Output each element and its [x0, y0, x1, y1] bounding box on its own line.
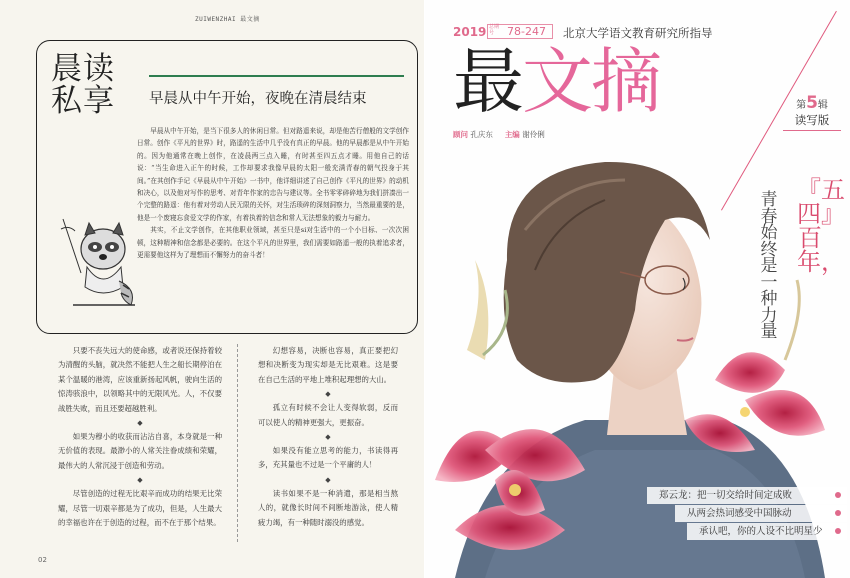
quote-paragraph: 幻想容易，决断也容易，真正要把幻想和决断变为现实却是无比艰难。这是要在自己生活的平地上堆积起理想的大山。	[258, 346, 398, 384]
intro-text	[137, 125, 409, 261]
bullet-icon	[835, 510, 841, 516]
cover-line-text: 承认吧，你的人设不比明星少	[699, 526, 823, 537]
intro-box	[36, 40, 418, 334]
editor-label: 主编	[504, 130, 520, 139]
diamond-icon: ◆	[137, 419, 143, 428]
title-char: 摘	[591, 40, 661, 123]
raccoon-illustration	[57, 201, 143, 311]
advisor-name: 孔庆东	[470, 130, 493, 139]
column-divider	[237, 344, 238, 542]
advisor-label: 顾问	[453, 130, 468, 139]
magazine-cover	[425, 0, 850, 578]
diamond-icon: ◆	[325, 433, 331, 442]
edition-name: 读写版	[794, 113, 830, 127]
issue-label: 总期号	[489, 24, 500, 36]
diamond-icon: ◆	[137, 476, 143, 485]
magazine-title	[453, 40, 661, 123]
intro-paragraph: 其实，不止文学创作，在其他职业领域，甚至只是si对生活中的一个小目标、一次次困顿，这种精神和信念都是必要的。在这个平凡的世界里，我们需要如路遥一般的执着追求者，更需要他这样为了理想而不懈努力的奋斗者！	[137, 226, 409, 260]
bullet-icon	[835, 528, 841, 534]
quote-paragraph: 尽管创造的过程无比艰辛而成功的结果无比荣耀，尽管一切艰辛都是为了成功，但是，人生最大的幸福也许在于创造的过程，而不在于那个结果。	[58, 489, 222, 528]
article-title: 早晨从中午开始，夜晚在清晨结束	[149, 91, 367, 107]
bullet-icon	[835, 492, 841, 498]
title-char: 最	[453, 40, 523, 123]
title-rule	[149, 75, 404, 77]
edition-num: 5	[806, 93, 818, 113]
edition-number	[779, 93, 845, 113]
guidance-text: 北京大学语文教育研究所指导	[563, 26, 713, 40]
quote-paragraph: 如果为穆小的收获而沾沾自喜，本身就是一种无价值的表现。最渺小的人常关注眷成绩和荣耀，最伟大的人常沉浸于创造和劳动。	[58, 432, 222, 470]
page-number: 02	[38, 556, 47, 564]
cover-line-text: 从两会热词感受中国脉动	[687, 508, 792, 519]
headline-main: 『五四』百年，	[797, 176, 845, 276]
quote-column-left	[58, 344, 222, 530]
issue-year: 2019	[453, 25, 487, 39]
quote-column-right	[258, 344, 398, 530]
diamond-icon: ◆	[325, 475, 331, 484]
edition-suffix: 辑	[817, 100, 828, 111]
quote-paragraph: 孤立有时候不会让人变得软弱，反而可以使人的精神更强大，更振奋。	[258, 403, 398, 427]
edition-prefix: 第	[796, 100, 807, 111]
edition-rule	[783, 130, 841, 131]
page-header-tag: ZUIWENZHAI 最文摘	[195, 16, 260, 23]
section-title: 晨读私享	[51, 51, 115, 119]
issue-code: 78-247	[507, 25, 546, 38]
title-char: 文	[522, 40, 592, 123]
cover-line	[675, 505, 847, 522]
cover-lines	[637, 487, 847, 541]
cover-line	[647, 487, 847, 504]
headline-sub: 青春始终是一种力量	[760, 190, 778, 342]
left-page	[0, 0, 424, 578]
editor-name: 谢伶俐	[522, 130, 545, 139]
diamond-icon: ◆	[325, 390, 331, 399]
quote-paragraph: 只要不丧失远大的使命感，或者说还保持着较为清醒的头脑，就决然不能把人生之船长期停泊在某个温暖的港湾，应该重新扬起风帆，驶向生活的惊涛骇浪中，以领略其中的无限风光。人，不仅要战胜失败，而且还要超越胜利。	[58, 346, 222, 413]
intro-paragraph: 早晨从中午开始，是当下很多人的休闲日常。但对路遥来说，却是他苦行僧般的文学创作日常。创作《平凡的世界》时，路遥的生活中几乎没有真正的早晨。他的早晨都是从中午开始的。因为他通常在晚上创作，在凌晨两三点入睡，有时甚至四五点才睡。用他自己的话说：“当生命进入正午的时候，工作却要求我像早晨的太阳一般充满青春的朝气投身于其间。”在其创作手记《早晨从中午开始》一书中，他详细讲述了自己创作《平凡的世界》的动机和决心，以及他对写作的思考、对青年作家的忠告与建议等。全书零零碎碎地为我们拼凑出一个完整的路遥：他有着对劳动人民无限的关怀，对生活琐碎的深刻洞察力，当然最重要的是，他是一个废寝忘食爱文学的作家，有着执着的信念和常人无法想象的毅力与耐力。	[137, 127, 409, 222]
quote-paragraph: 读书如果不是一种消遣，那是相当熬人的，就像长时间不间断地游泳，使人精疲力竭，有一种随时溺没的感觉。	[258, 488, 398, 527]
cover-line	[687, 523, 847, 540]
quote-paragraph: 如果没有能立思考的能力，书读得再多，充其量也不过是一个平庸的人！	[258, 446, 398, 470]
edition-box	[779, 93, 845, 131]
credits	[453, 129, 545, 140]
cover-line-text: 郑云龙：把一切交给时间定成败	[659, 490, 793, 501]
